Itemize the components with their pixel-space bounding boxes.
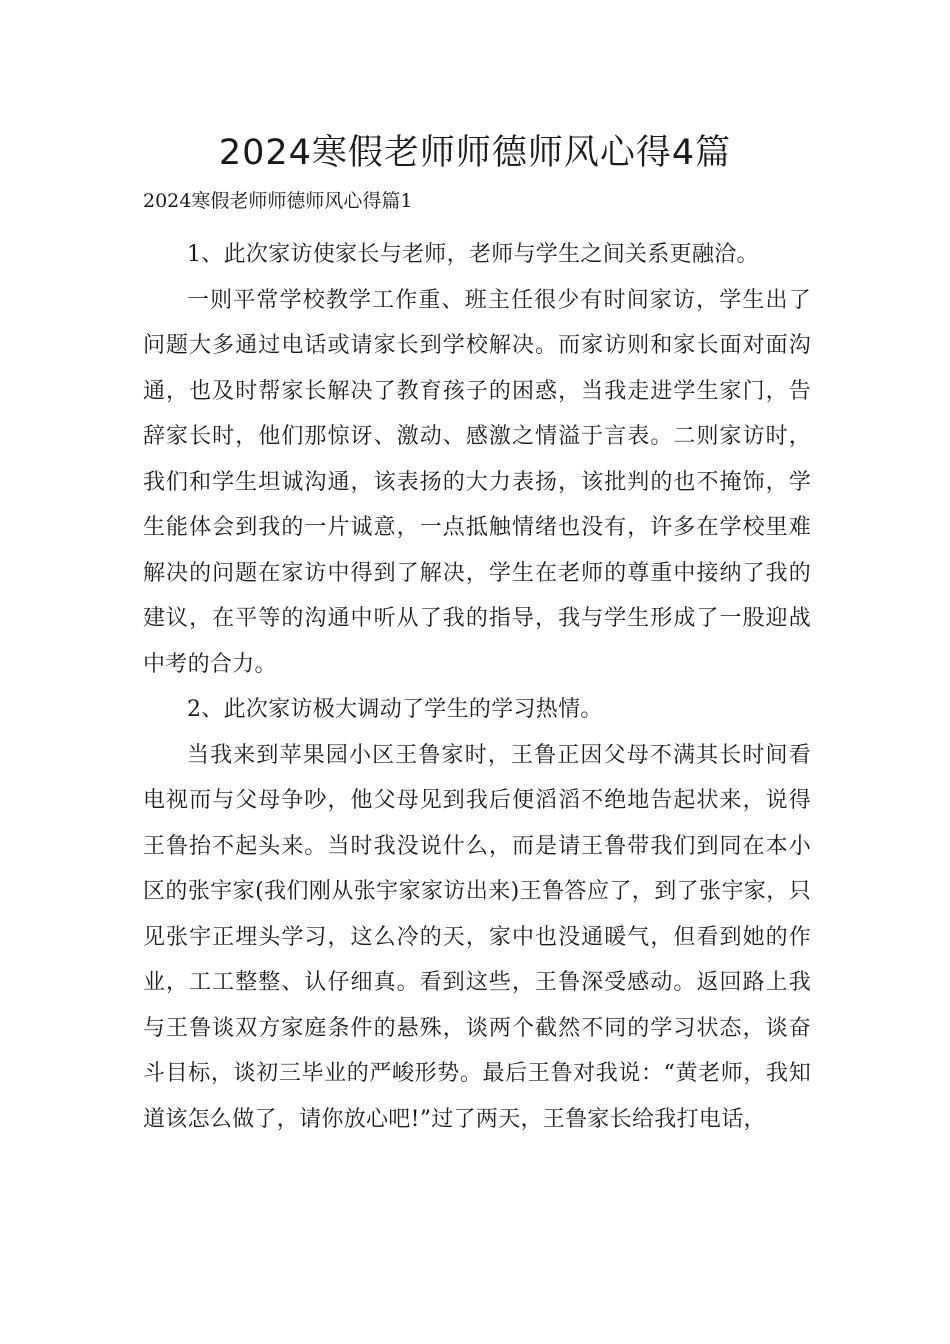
document-title: 2024寒假老师师德师风心得4篇 — [218, 133, 732, 173]
document-body — [143, 232, 811, 1142]
section-heading: 2024寒假老师师德师风心得篇1 — [143, 190, 413, 212]
paragraph-2: 一则平常学校教学工作重、班主任很少有时间家访，学生出了问题大多通过电话或请家长到学校解决。而家访则和家长面对面沟通，也及时帮家长解决了教育孩子的困惑，当我走进学生家门，告辞家长时，他们那惊讶、激动、感激之情溢于言表。二则家访时，我们和学生坦诚沟通，该表扬的大力表扬，该批判的也不掩饰，学生能体会到我的一片诚意，一点抵触情绪也没有，许多在学校里难解决的问题在家访中得到了解决，学生在老师的尊重中接纳了我的建议，在平等的沟通中听从了我的指导，我与学生形成了一股迎战中考的合力。 — [143, 287, 811, 677]
paragraph-1: 1、此次家访使家长与老师，老师与学生之间关系更融洽。 — [187, 242, 759, 267]
paragraph-4: 当我来到苹果园小区王鲁家时，王鲁正因父母不满其长时间看电视而与父母争吵，他父母见到我后便滔滔不绝地告起状来，说得王鲁抬不起头来。当时我没说什么，而是请王鲁带我们到同在本小区的张宇家(我们刚从张宇家家访出来)王鲁答应了，到了张宇家，只见张宇正埋头学习，这么冷的天，家中也没通暖气，但看到她的作业，工工整整、认仔细真。看到这些，王鲁深受感动。返回路上我与王鲁谈双方家庭条件的悬殊，谈两个截然不同的学习状态，谈奋斗目标，谈初三毕业的严峻形势。最后王鲁对我说：“黄老师，我知道该怎么做了，请你放心吧!”过了两天，王鲁家长给我打电话， — [143, 742, 811, 1132]
paragraph-3: 2、此次家访极大调动了学生的学习热情。 — [187, 697, 603, 722]
